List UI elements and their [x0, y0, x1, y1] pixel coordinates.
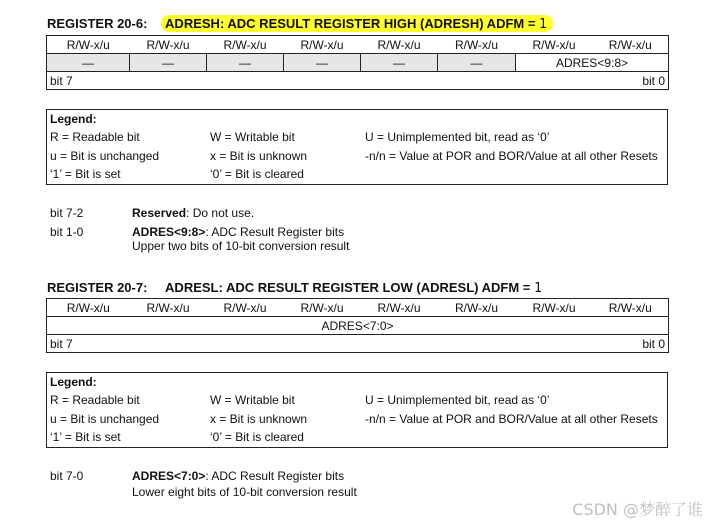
adfm-value: 1	[533, 281, 542, 296]
legend-item: -n/n = Value at POR and BOR/Value at all other Resets	[365, 149, 658, 163]
bit-lo-label: bit 0	[361, 72, 669, 90]
access-cell: R/W-x/u	[438, 36, 516, 54]
access-row	[47, 36, 669, 54]
field-text: : ADC Result Register bits	[205, 469, 345, 483]
legend-item: U = Unimplemented bit, read as ‘0’	[365, 130, 550, 144]
legend-item: ‘1’ = Bit is set	[50, 430, 121, 444]
legend-title: Legend:	[50, 375, 97, 389]
field-name: ADRES<9:8>	[132, 225, 206, 239]
legend-item: R = Readable bit	[50, 130, 140, 144]
adfm-value: 1	[539, 17, 547, 32]
adresh-register-table	[46, 35, 669, 90]
csdn-watermark: CSDN @梦醉了谁	[572, 500, 703, 519]
access-cell: R/W-x/u	[207, 299, 284, 317]
legend-row	[50, 412, 667, 429]
bit-description-detail: Upper two bits of 10-bit conversion result	[132, 239, 350, 253]
register-label: REGISTER 20-7:	[47, 280, 148, 295]
register-name	[165, 280, 542, 295]
legend-item: ‘0’ = Bit is cleared	[210, 167, 304, 181]
access-cell: R/W-x/u	[593, 36, 669, 54]
legend-row	[50, 149, 667, 166]
legend-item: x = Bit is unknown	[210, 149, 308, 163]
access-cell: R/W-x/u	[361, 299, 438, 317]
bit-description-detail: Lower eight bits of 10-bit conversion result	[132, 485, 357, 499]
bit-number-row	[47, 335, 669, 353]
legend-item: U = Unimplemented bit, read as ‘0’	[365, 393, 550, 407]
legend-row	[50, 393, 667, 410]
legend-title: Legend:	[50, 112, 97, 126]
register-20-6-title	[47, 16, 553, 32]
bit-description	[132, 469, 344, 483]
field-name: ADRES<7:0>	[132, 469, 206, 483]
bit-hi-label: bit 7	[47, 72, 361, 90]
unimplemented-bit: —	[438, 54, 516, 72]
bit-number-row	[47, 72, 669, 90]
legend-item: ‘1’ = Bit is set	[50, 167, 121, 181]
legend-item: W = Writable bit	[210, 130, 295, 144]
legend-item: -n/n = Value at POR and BOR/Value at all other Resets	[365, 412, 658, 426]
access-cell: R/W-x/u	[438, 299, 516, 317]
legend-item: W = Writable bit	[210, 393, 295, 407]
adres-9-8-field: ADRES<9:8>	[516, 54, 669, 72]
register-20-7-title	[47, 280, 542, 296]
register-name-text: ADRESL: ADC RESULT REGISTER LOW (ADRESL) ADFM =	[165, 280, 534, 295]
adres-7-0-field: ADRES<7:0>	[47, 317, 669, 335]
legend-item: u = Bit is unchanged	[50, 412, 160, 426]
access-cell: R/W-x/u	[284, 299, 361, 317]
bit-hi-label: bit 7	[47, 335, 361, 353]
access-cell: R/W-x/u	[47, 36, 130, 54]
unimplemented-bit: —	[207, 54, 284, 72]
legend-row	[50, 130, 667, 147]
bit-field-row	[47, 317, 669, 335]
bit-range-label: bit 7-0	[50, 469, 84, 483]
field-text: : ADC Result Register bits	[205, 225, 345, 239]
access-cell: R/W-x/u	[130, 36, 207, 54]
field-name: Reserved	[132, 206, 187, 220]
unimplemented-bit: —	[284, 54, 361, 72]
access-row	[47, 299, 669, 317]
unimplemented-bit: —	[47, 54, 130, 72]
adresl-register-table	[46, 298, 669, 353]
unimplemented-bit: —	[130, 54, 207, 72]
access-cell: R/W-x/u	[47, 299, 130, 317]
bit-range-label: bit 1-0	[50, 225, 84, 239]
bit-description	[132, 206, 254, 220]
field-text: : Do not use.	[186, 206, 255, 220]
legend-item: ‘0’ = Bit is cleared	[210, 430, 304, 444]
register-label: REGISTER 20-6:	[47, 16, 148, 31]
bit-lo-label: bit 0	[361, 335, 669, 353]
legend-row	[50, 167, 667, 184]
bit-range-label: bit 7-2	[50, 206, 84, 220]
legend-item: x = Bit is unknown	[210, 412, 308, 426]
access-cell: R/W-x/u	[516, 299, 593, 317]
register-name-highlight	[161, 15, 553, 32]
access-cell: R/W-x/u	[516, 36, 593, 54]
access-cell: R/W-x/u	[207, 36, 284, 54]
access-cell: R/W-x/u	[284, 36, 361, 54]
legend-item: R = Readable bit	[50, 393, 140, 407]
legend-box	[46, 109, 668, 185]
legend-box	[46, 372, 668, 448]
access-cell: R/W-x/u	[130, 299, 207, 317]
bit-field-row	[47, 54, 669, 72]
legend-item: u = Bit is unchanged	[50, 149, 160, 163]
register-name: ADRESH: ADC RESULT REGISTER HIGH (ADRESH) ADFM =	[165, 16, 540, 31]
access-cell: R/W-x/u	[361, 36, 438, 54]
legend-row	[50, 430, 667, 447]
unimplemented-bit: —	[361, 54, 438, 72]
bit-description	[132, 225, 344, 239]
access-cell: R/W-x/u	[593, 299, 669, 317]
